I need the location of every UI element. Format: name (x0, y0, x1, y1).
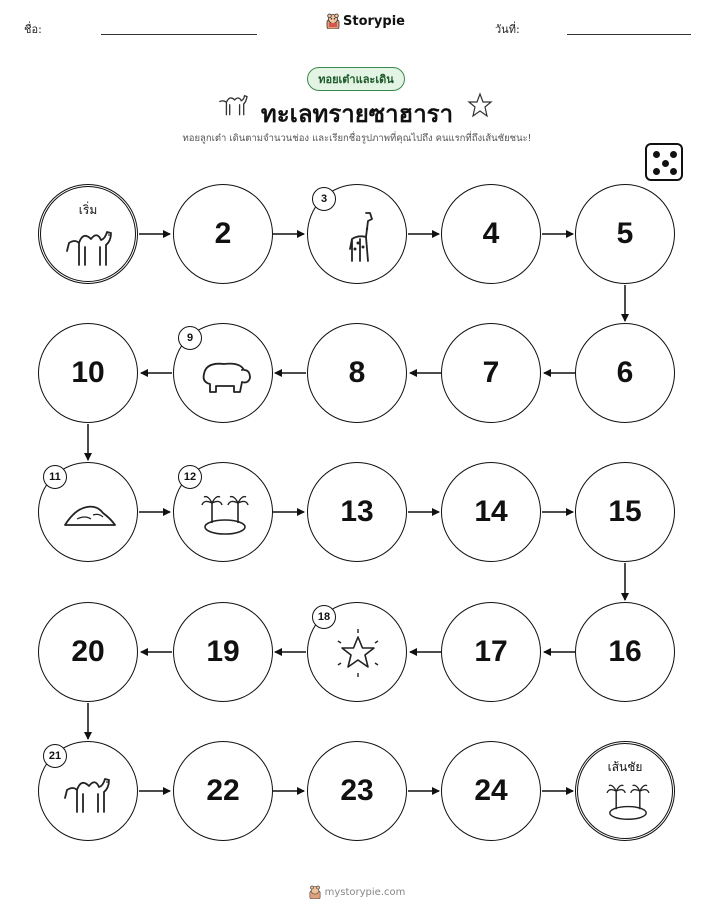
board-cell-5 (575, 184, 675, 284)
cell-number-tag: 21 (43, 744, 67, 768)
cell-number: 13 (340, 495, 374, 528)
cell-number: 10 (71, 356, 105, 389)
cell-number-tag: 9 (178, 326, 202, 350)
date-label: วันที่: (495, 23, 520, 36)
hippo-icon (196, 356, 254, 396)
brand-name: Storypie (343, 13, 405, 29)
cell-number: 2 (214, 217, 232, 250)
oasis-icon (602, 782, 654, 822)
board-cell-15 (575, 462, 675, 562)
board-cell-17 (441, 602, 541, 702)
cell-number: 17 (474, 635, 508, 668)
board-cell-23 (307, 741, 407, 841)
cell-number: 20 (71, 635, 105, 668)
finish-cell (575, 741, 675, 841)
name-label: ชื่อ: (24, 23, 42, 36)
board-cell-19 (173, 602, 273, 702)
board-cell-16 (575, 602, 675, 702)
board-cell-12 (173, 462, 273, 562)
start-label: เริ่ม (78, 203, 98, 217)
bear-mascot-icon (309, 885, 321, 899)
start-cell (38, 184, 138, 284)
board-cell-22 (173, 741, 273, 841)
cell-number: 4 (482, 217, 500, 250)
cell-number: 24 (474, 774, 508, 807)
board-cell-11 (38, 462, 138, 562)
cell-number: 8 (348, 356, 366, 389)
board-cell-9 (173, 323, 273, 423)
cell-number: 14 (474, 495, 508, 528)
game-type-badge: ทอยเต๋าและเดิน (307, 67, 405, 91)
board-cell-3 (307, 184, 407, 284)
board-cell-20 (38, 602, 138, 702)
board-cell-2 (173, 184, 273, 284)
cell-number: 22 (206, 774, 240, 807)
cell-number: 23 (340, 774, 374, 807)
footer (0, 885, 714, 899)
star-icon (332, 627, 384, 679)
instructions: ทอยลูกเต๋า เดินตามจำนวนช่อง และเรียกชื่อรูปภาพที่คุณไปถึง คนแรกที่ถึงเส้นชัยชนะ! (182, 133, 532, 144)
cell-number-tag: 3 (312, 187, 336, 211)
cell-number-tag: 11 (43, 465, 67, 489)
cell-number: 5 (616, 217, 634, 250)
cell-number: 16 (608, 635, 642, 668)
oasis-icon (198, 493, 252, 537)
camel-icon (61, 770, 117, 818)
board-cell-24 (441, 741, 541, 841)
page-title: ทะเลทรายซาฮารา (260, 100, 454, 128)
footer-url: mystorypie.com (324, 886, 406, 898)
board-cell-10 (38, 323, 138, 423)
sand-dune-icon (61, 499, 119, 529)
board-cell-4 (441, 184, 541, 284)
board-cell-7 (441, 323, 541, 423)
cell-number: 7 (482, 356, 500, 389)
cell-number: 15 (608, 495, 642, 528)
board-cell-8 (307, 323, 407, 423)
board-cell-21 (38, 741, 138, 841)
cell-number-tag: 18 (312, 605, 336, 629)
giraffe-icon (340, 209, 378, 265)
cell-number-tag: 12 (178, 465, 202, 489)
board-cell-18 (307, 602, 407, 702)
finish-label: เส้นชัย (607, 760, 643, 774)
board-cell-6 (575, 323, 675, 423)
camel-icon (63, 223, 119, 271)
cell-number: 6 (616, 356, 634, 389)
cell-number: 19 (206, 635, 240, 668)
board-cell-13 (307, 462, 407, 562)
board-cell-14 (441, 462, 541, 562)
